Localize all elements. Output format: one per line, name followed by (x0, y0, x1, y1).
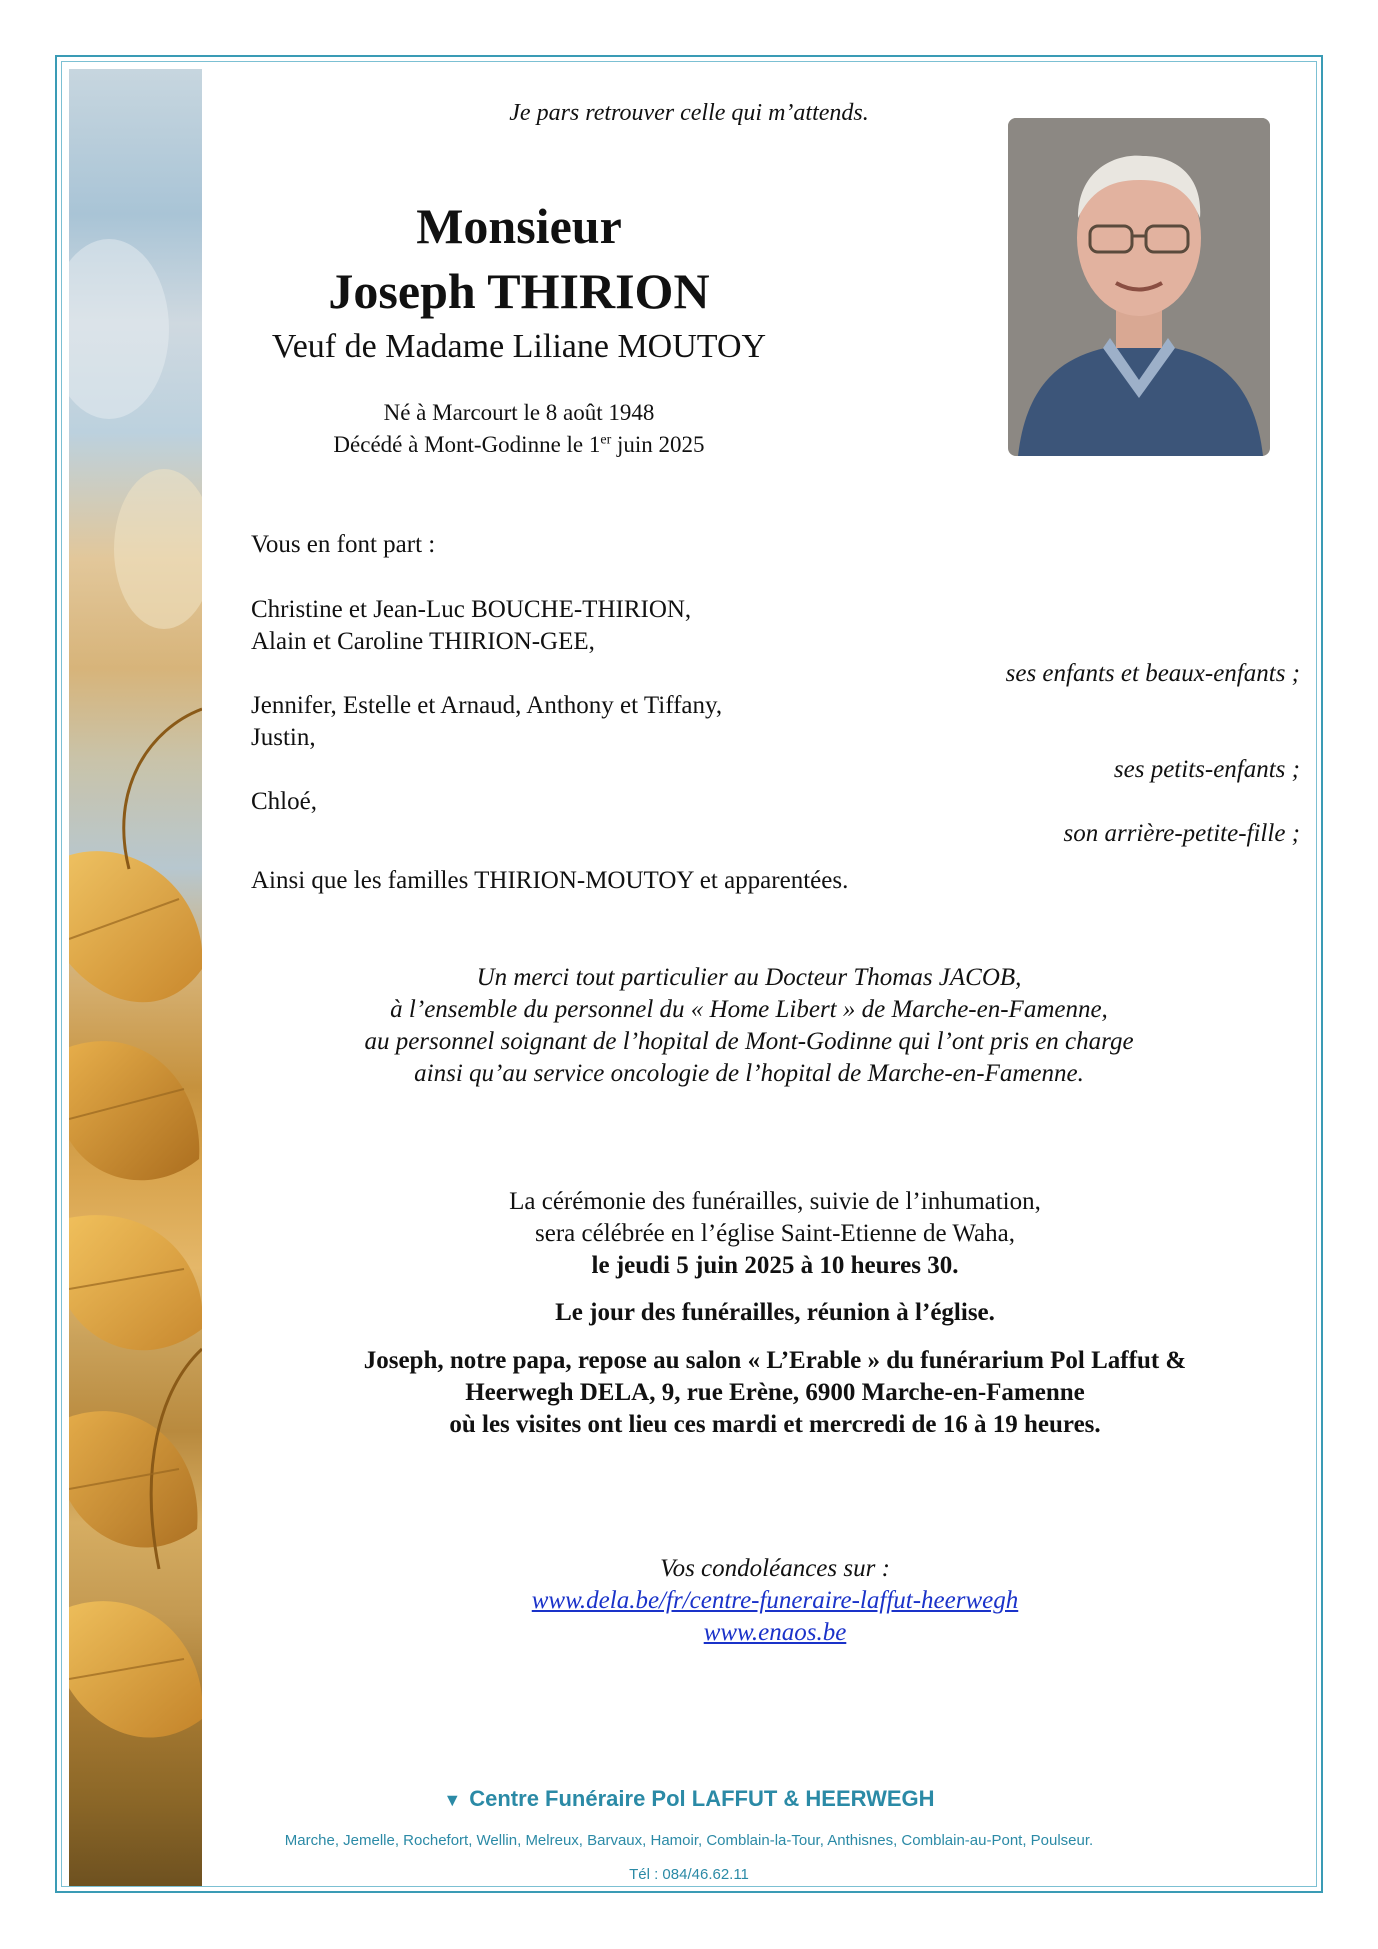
rest-line: Heerwegh DELA, 9, rue Erène, 6900 Marche-en-Famenne (465, 1379, 1085, 1406)
thanks-line: ainsi qu’au service oncologie de l’hopital de Marche-en-Famenne. (414, 1060, 1084, 1087)
deceased-name: Joseph THIRION (328, 263, 710, 319)
condolences-label: Vos condoléances sur : (660, 1555, 890, 1582)
spouse-line: Veuf de Madame Liliane MOUTOY (271, 328, 767, 365)
death-line-sup: er (600, 432, 612, 448)
list-item: Alain et Caroline THIRION-GEE, (251, 628, 595, 655)
thanks-line: au personnel soignant de l’hopital de Mont-Godinne qui l’ont pris en charge (364, 1028, 1134, 1055)
relation-label: ses petits-enfants ; (1113, 756, 1300, 783)
meeting-line: Le jour des funérailles, réunion à l’église. (555, 1299, 995, 1326)
list-item: Chloé, (251, 788, 317, 815)
ceremony-line: sera célébrée en l’église Saint-Etienne de Waha, (535, 1220, 1015, 1247)
condolence-link-row (86, 1619, 1378, 1647)
birth-line: Né à Marcourt le 8 août 1948 (383, 400, 655, 425)
condolence-link-enaos[interactable]: www.enaos.be (703, 1619, 847, 1646)
intro-line: Vous en font part : (251, 531, 436, 558)
list-item: Jennifer, Estelle et Arnaud, Anthony et Tiffany, (251, 692, 723, 719)
honorific-title: Monsieur (416, 198, 622, 254)
ceremony-date: le jeudi 5 juin 2025 à 10 heures 30. (591, 1252, 959, 1279)
death-line-suffix: juin 2025 (611, 432, 705, 457)
portrait-photo (1008, 118, 1270, 456)
condolence-link-row (86, 1587, 1378, 1615)
triangle-down-icon: ▼ (443, 1790, 462, 1810)
footer-phone: Tél : 084/46.62.11 (629, 1866, 749, 1883)
footer-company-name: Centre Funéraire Pol LAFFUT & HEERWEGH (469, 1786, 935, 1811)
relation-label: ses enfants et beaux-enfants ; (1005, 660, 1300, 687)
ceremony-line: La cérémonie des funérailles, suivie de l’inhumation, (509, 1188, 1041, 1215)
list-item: Christine et Jean-Luc BOUCHE-THIRION, (251, 596, 692, 623)
epigraph: Je pars retrouver celle qui m’attends. (509, 100, 869, 126)
rest-line: où les visites ont lieu ces mardi et mercredi de 16 à 19 heures. (449, 1411, 1101, 1438)
thanks-line: à l’ensemble du personnel du « Home Libert » de Marche-en-Famenne, (390, 996, 1108, 1023)
thanks-line: Un merci tout particulier au Docteur Thomas JACOB, (476, 964, 1022, 991)
death-line-prefix: Décédé à Mont-Godinne le 1 (333, 432, 601, 457)
condolence-link-dela[interactable]: www.dela.be/fr/centre-funeraire-laffut-heerwegh (531, 1587, 1019, 1614)
list-item: Justin, (251, 724, 316, 751)
families-line: Ainsi que les familles THIRION-MOUTOY et apparentées. (251, 867, 849, 894)
relation-label: son arrière-petite-fille ; (1063, 820, 1300, 847)
rest-line: Joseph, notre papa, repose au salon « L’Erable » du funérarium Pol Laffut & (363, 1347, 1187, 1374)
footer-locations: Marche, Jemelle, Rochefort, Wellin, Melreux, Barvaux, Hamoir, Comblain-la-Tour, Anthisnes, Comblain-au-Pont, Poulseur. (284, 1832, 1094, 1849)
footer-company (0, 1786, 1378, 1812)
